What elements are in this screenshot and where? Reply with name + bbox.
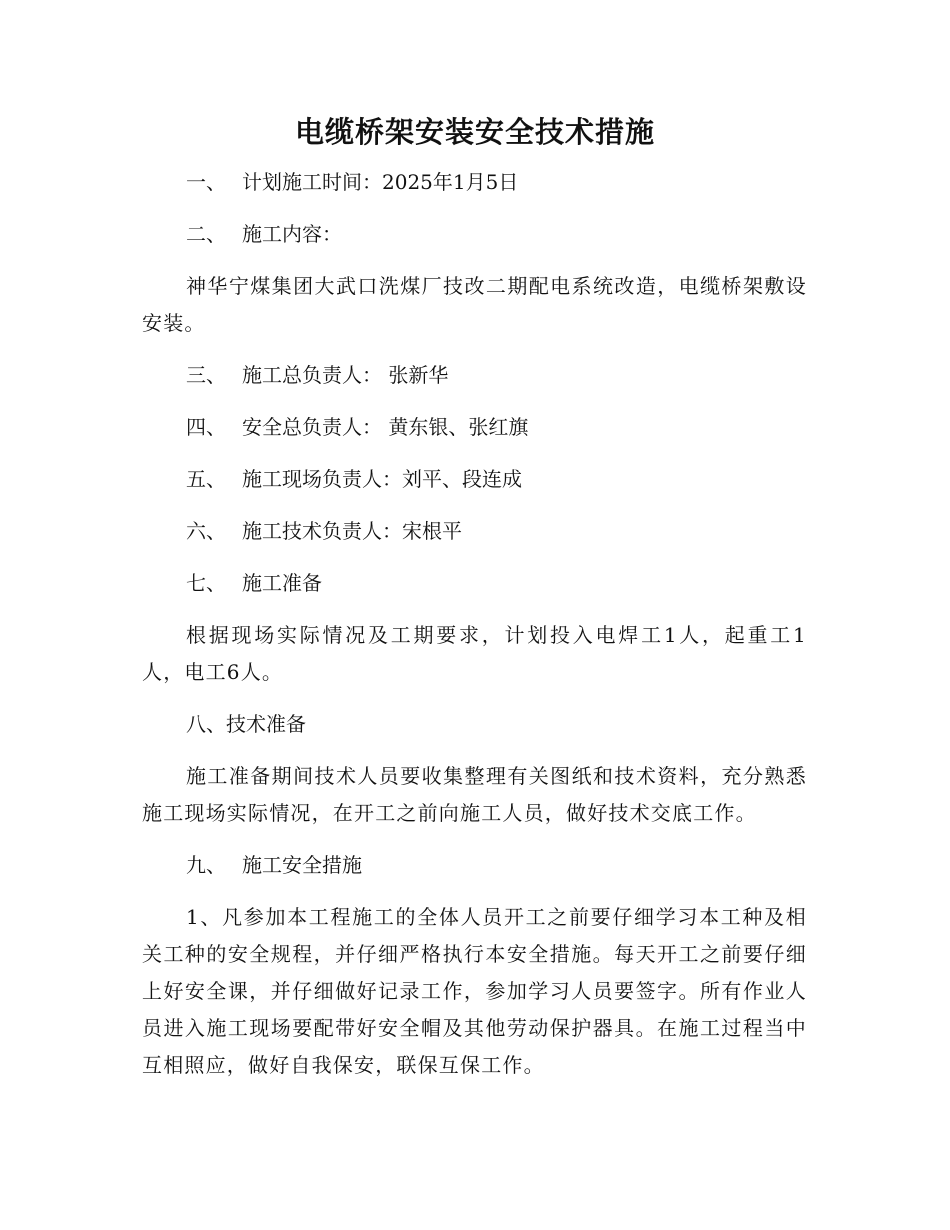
- section-text: 施工准备: [242, 571, 322, 595]
- section-9: [142, 847, 807, 884]
- paragraph-construction-content: 神华宁煤集团大武口洗煤厂技改二期配电系统改造，电缆桥架敷设安装。: [142, 274, 807, 335]
- section-text: 施工现场负责人：刘平、段连成: [242, 467, 522, 491]
- section-text: 施工安全措施: [242, 853, 362, 877]
- section-number: 四、: [186, 415, 226, 439]
- section-2: [142, 216, 807, 253]
- section-3: [142, 357, 807, 394]
- section-1: [142, 164, 807, 201]
- section-text: 计划施工时间：2025年1月5日: [242, 170, 519, 194]
- section-5: [142, 461, 807, 498]
- paragraph-safety-measure-1: 1、凡参加本工程施工的全体人员开工之前要仔细学习本工种及相关工种的安全规程，并仔细严格执行本安全措施。每天开工之前要仔细上好安全课，并仔细做好记录工作，参加学习人员要签字。所有作业人员进入施工现场要配带好安全帽及其他劳动保护器具。在施工过程当中互相照应，做好自我保安，联保互保工作。: [142, 905, 807, 1077]
- section-text: 施工总负责人： 张新华: [242, 363, 449, 387]
- section-number: 九、: [186, 853, 226, 877]
- section-number: 三、: [186, 363, 226, 387]
- section-text: 施工内容：: [242, 222, 342, 246]
- section-8: 八、技术准备: [186, 712, 306, 736]
- paragraph-technical-preparation: 施工准备期间技术人员要收集整理有关图纸和技术资料，充分熟悉施工现场实际情况，在开工之前向施工人员，做好技术交底工作。: [142, 764, 807, 825]
- section-number: 二、: [186, 222, 226, 246]
- section-number: 五、: [186, 467, 226, 491]
- document-title: 电缆桥架安装安全技术措施: [294, 115, 655, 149]
- section-text: 安全总负责人： 黄东银、张红旗: [242, 415, 529, 439]
- section-4: [142, 409, 807, 446]
- section-number: 六、: [186, 519, 226, 543]
- section-number: 一、: [186, 170, 226, 194]
- document-body: [142, 164, 807, 1084]
- section-text: 施工技术负责人：宋根平: [242, 519, 462, 543]
- paragraph-preparation: 根据现场实际情况及工期要求，计划投入电焊工1人，起重工1人，电工6人。: [142, 623, 807, 684]
- section-6: [142, 513, 807, 550]
- section-number: 七、: [186, 571, 226, 595]
- section-7: [142, 565, 807, 602]
